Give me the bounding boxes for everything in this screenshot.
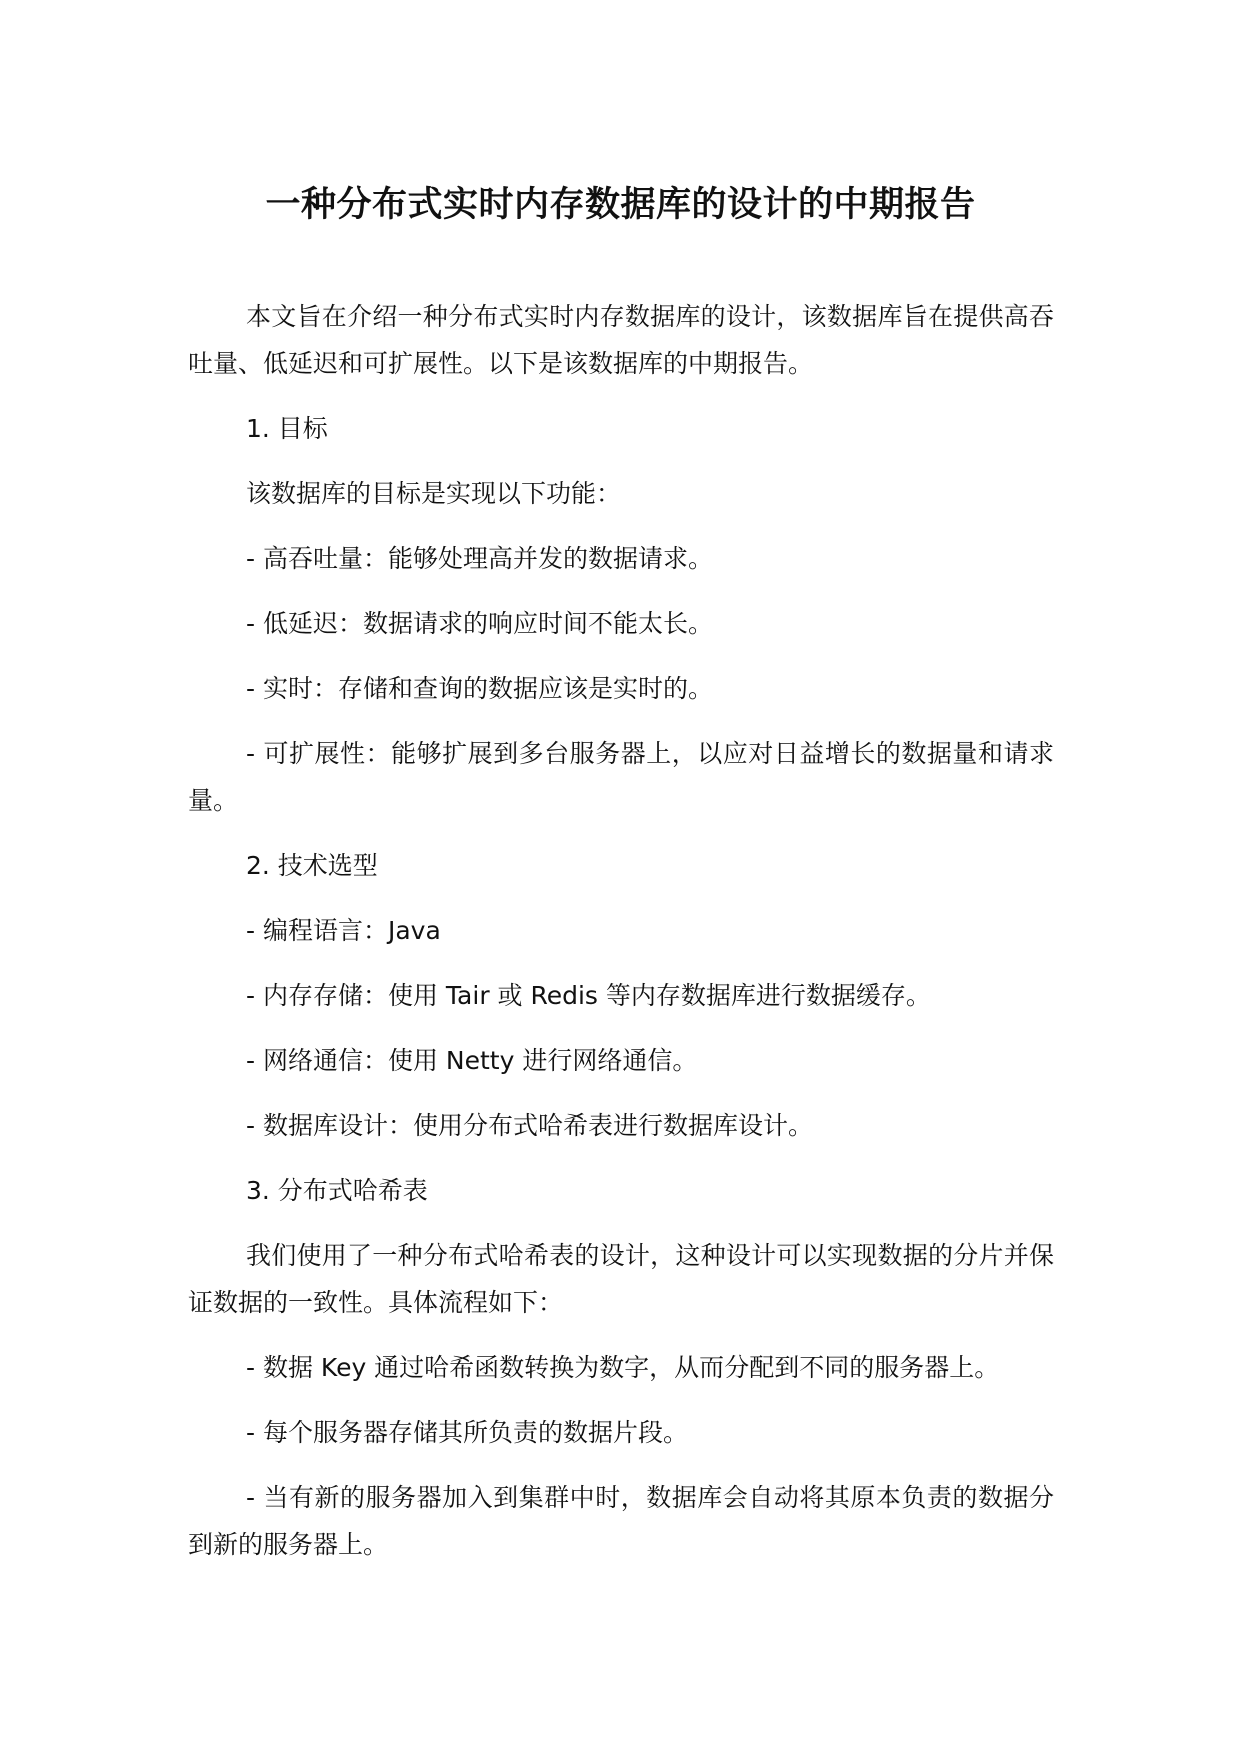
list-item: - 实时：存储和查询的数据应该是实时的。	[246, 674, 713, 703]
goals-intro: 该数据库的目标是实现以下功能：	[246, 479, 622, 508]
list-item: - 数据 Key 通过哈希函数转换为数字，从而分配到不同的服务器上。	[246, 1353, 1000, 1382]
intro-paragraph: 本文旨在介绍一种分布式实时内存数据库的设计，该数据库旨在提供高吞吐量、低延迟和可扩展性。以下是该数据库的中期报告。	[188, 302, 1054, 378]
list-item: - 可扩展性：能够扩展到多台服务器上，以应对日益增长的数据量和请求量。	[188, 739, 1054, 815]
document-body	[188, 293, 1054, 1586]
section-heading-goals: 1. 目标	[246, 414, 328, 443]
list-item: - 每个服务器存储其所负责的数据片段。	[246, 1418, 688, 1447]
section-heading-dht: 3. 分布式哈希表	[246, 1176, 428, 1205]
list-item: - 低延迟：数据请求的响应时间不能太长。	[246, 609, 713, 638]
list-item: - 当有新的服务器加入到集群中时，数据库会自动将其原本负责的数据分到新的服务器上。	[188, 1483, 1054, 1559]
list-item: - 内存存储：使用 Tair 或 Redis 等内存数据库进行数据缓存。	[246, 981, 931, 1010]
list-item: - 编程语言：Java	[246, 916, 441, 945]
dht-intro: 我们使用了一种分布式哈希表的设计，这种设计可以实现数据的分片并保证数据的一致性。具体流程如下：	[188, 1241, 1054, 1317]
section-heading-tech: 2. 技术选型	[246, 851, 378, 880]
list-item: - 网络通信：使用 Netty 进行网络通信。	[246, 1046, 698, 1075]
document-title: 一种分布式实时内存数据库的设计的中期报告	[265, 185, 976, 225]
list-item: - 数据库设计：使用分布式哈希表进行数据库设计。	[246, 1111, 813, 1140]
list-item: - 高吞吐量：能够处理高并发的数据请求。	[246, 544, 713, 573]
